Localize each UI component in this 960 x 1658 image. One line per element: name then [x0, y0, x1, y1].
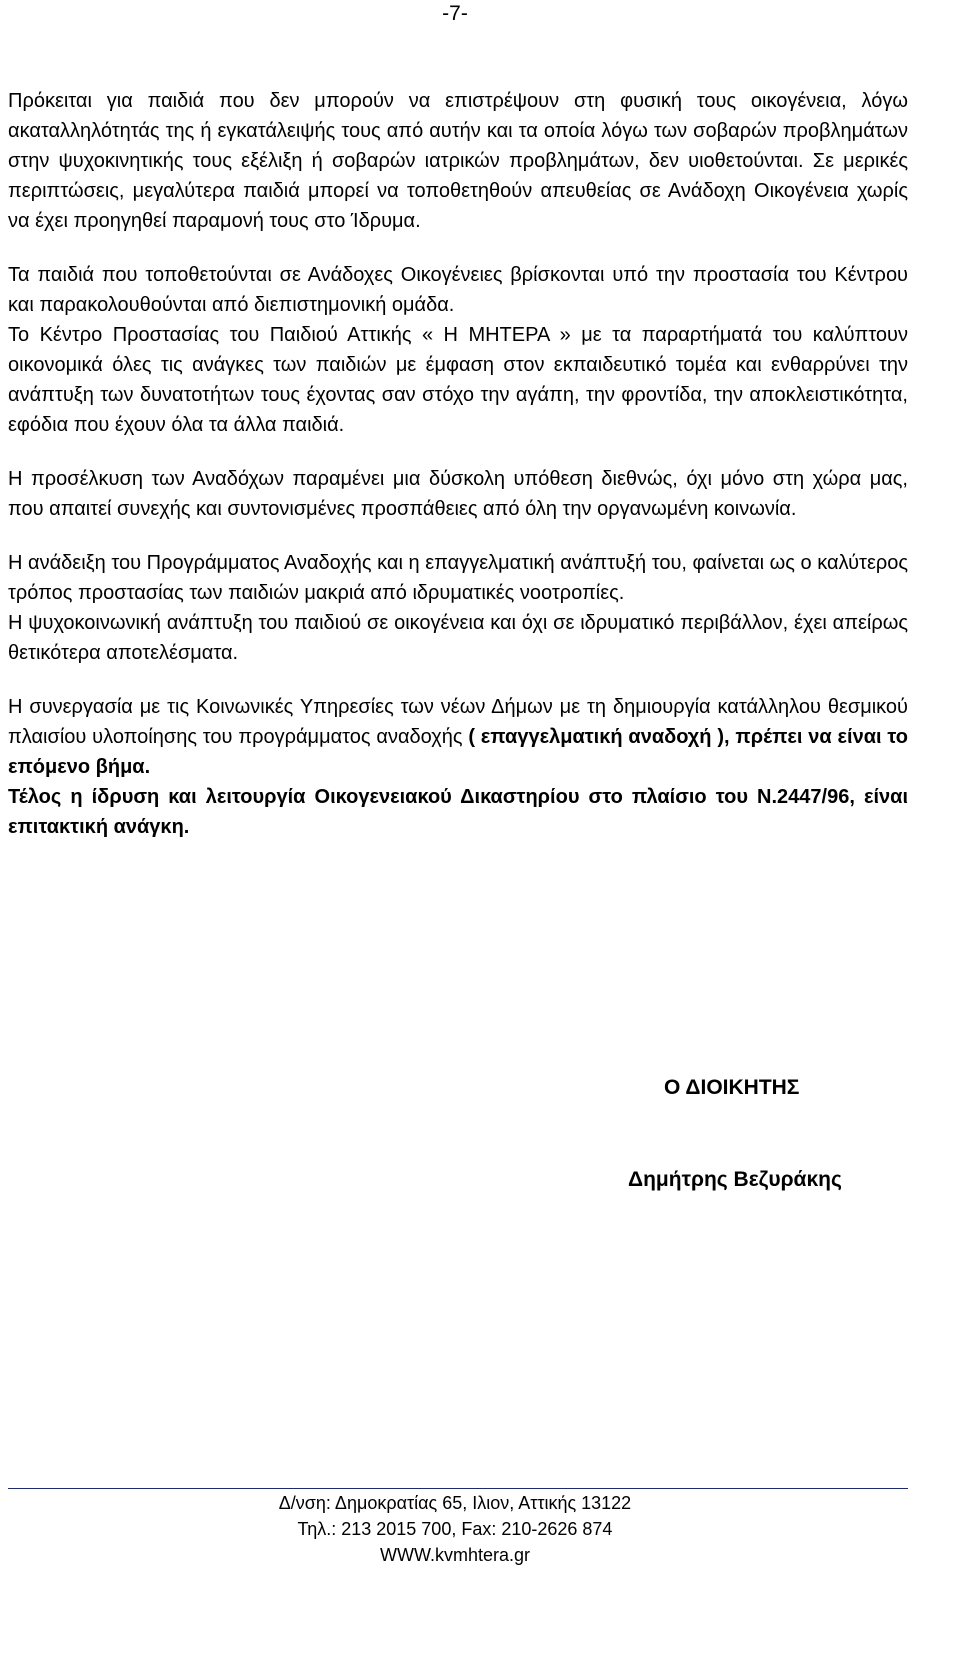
paragraph-7-emphasis: ( επαγγελματική αναδοχή ), πρέπει να είναι το επόμενο βήμα.: [8, 726, 908, 778]
paragraph-8: Τέλος η ίδρυση και λειτουργία Οικογενειακού Δικαστηρίου στο πλαίσιο του Ν.2447/96, είναι επιτακτική ανάγκη.: [8, 786, 908, 838]
paragraph-1: Πρόκειται για παιδιά που δεν μπορούν να επιστρέψουν στη φυσική τους οικογένεια, λόγω ακαταλληλότητάς της ή εγκατάλειψής τους από αυτήν και τα οποία λόγω των σοβαρών προβλημάτων στην ψυχοκινητικής τους εξέλιξη ή σοβαρών ιατρικών προβλημάτων, δεν υιοθετούνται. Σε μερικές περιπτώσεις, μεγαλύτερα παιδιά μπορεί να τοποθετηθούν απευθείας σε Ανάδοχη Οικογένεια χωρίς να έχει προηγηθεί παραμονή τους στο Ίδρυμα.: [8, 90, 908, 232]
footer-phone: Τηλ.: 213 2015 700, Fax: 210-2626 874: [297, 1519, 613, 1539]
signature-name: Δημήτρης Βεζυράκης: [628, 1168, 842, 1191]
document-body: [8, 86, 908, 842]
signature-title: Ο ΔΙΟΙΚΗΤΗΣ: [664, 1076, 800, 1099]
footer-website[interactable]: WWW.kvmhtera.gr: [379, 1545, 530, 1565]
footer-address: Δ/νση: Δημοκρατίας 65, Ιλιον, Αττικής 13122: [278, 1493, 632, 1513]
paragraph-2: Τα παιδιά που τοποθετούνται σε Ανάδοχες Οικογένειες βρίσκονται υπό την προστασία του Κέντρου και παρακολουθούνται από διεπιστημονική ομάδα.: [8, 264, 908, 316]
paragraph-4: Η προσέλκυση των Αναδόχων παραμένει μια δύσκολη υπόθεση διεθνώς, όχι μόνο στη χώρα μας, που απαιτεί συνεχής και συντονισμένες προσπάθειες από όλη την οργανωμένη κοινωνία.: [8, 468, 908, 520]
paragraph-7: [8, 692, 908, 782]
footer-divider: [8, 1488, 908, 1489]
page-number: -7-: [442, 2, 468, 25]
paragraph-7-text: Η συνεργασία με τις Κοινωνικές Υπηρεσίες των νέων Δήμων με τη δημιουργία κατάλληλου θεσμικού πλαισίου υλοποίησης του προγράμματος αναδοχής: [8, 696, 908, 748]
paragraph-3: Το Κέντρο Προστασίας του Παιδιού Αττικής « Η ΜΗΤΕΡΑ » με τα παραρτήματά του καλύπτουν οικονομικά όλες τις ανάγκες των παιδιών με έμφαση στον εκπαιδευτικό τομέα και ενθαρρύνει την ανάπτυξη των δυνατοτήτων τους έχοντας σαν στόχο την αγάπη, την φροντίδα, την αποκλειστικότητα, εφόδια που έχουν όλα τα άλλα παιδιά.: [8, 324, 908, 436]
paragraph-5: Η ανάδειξη του Προγράμματος Αναδοχής και η επαγγελματική ανάπτυξή του, φαίνεται ως ο καλύτερος τρόπος προστασίας των παιδιών μακριά από ιδρυματικές νοοτροπίες.: [8, 552, 908, 604]
paragraph-6: Η ψυχοκοινωνική ανάπτυξη του παιδιού σε οικογένεια και όχι σε ιδρυματικό περιβάλλον, έχει απείρως θετικότερα αποτελέσματα.: [8, 612, 908, 664]
footer: [0, 1490, 910, 1568]
